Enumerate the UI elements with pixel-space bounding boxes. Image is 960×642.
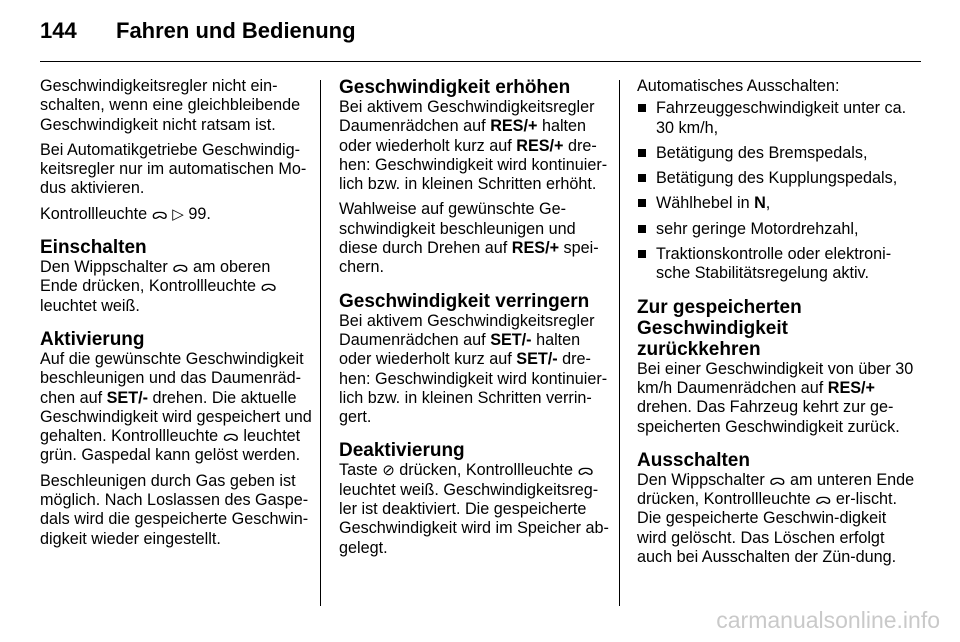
text: Taste	[339, 461, 378, 480]
cruise-control-lamp-icon: ᯅ	[577, 462, 594, 480]
page-number: 144	[40, 18, 77, 43]
bullet-icon	[638, 199, 646, 207]
page-header	[40, 18, 920, 50]
list-item	[637, 220, 915, 239]
paragraph: Automatisches Ausschalten:	[637, 77, 840, 95]
control-label: SET/-	[516, 350, 558, 369]
paragraph	[339, 98, 611, 194]
text: drücken, Kontrollleuchte	[399, 461, 573, 480]
list-item	[637, 99, 915, 138]
list-item	[637, 144, 915, 163]
text: leuchtet weiß.	[40, 296, 140, 315]
text: Betätigung des Kupplungspedals,	[656, 169, 898, 188]
cruise-control-lamp-icon: ᯅ	[172, 259, 189, 277]
text: Den Wippschalter	[637, 470, 765, 489]
paragraph: Beschleunigen durch Gas geben ist möglich. Nach Loslassen des Gaspe-dals wird die gespeicherte Geschwin-digkeit wieder eingestellt.	[40, 471, 309, 548]
text: Betätigung des Bremspedals,	[656, 143, 868, 162]
text: leuchtet grün. Gaspedal kann gelöst werden.	[40, 427, 301, 465]
paragraph	[40, 350, 312, 466]
section-heading: Geschwindigkeit verringern	[339, 290, 590, 312]
cruise-control-lamp-icon: ᯅ	[260, 278, 277, 296]
text: Wahlweise auf gewünschte Ge-schwindigkeit beschleunigen und diese durch Drehen auf	[339, 200, 576, 258]
text: Den Wippschalter	[40, 258, 168, 277]
reference-arrow-icon: ▷	[172, 205, 184, 223]
text: Bei aktivem Geschwindigkeitsregler Daumenrädchen auf	[339, 311, 595, 349]
list-item	[637, 245, 915, 284]
bullet-icon	[638, 104, 646, 112]
paragraph	[339, 461, 611, 557]
control-label: RES/+	[490, 117, 538, 136]
watermark: carmanualsonline.info	[716, 607, 940, 633]
text: dre-hen: Geschwindigkeit wird kontinuier-lich bzw. in kleinen Schritten erhöht.	[339, 136, 608, 194]
cruise-control-lamp-icon: ᯅ	[151, 205, 168, 223]
section-heading: Aktivierung	[40, 328, 145, 350]
bullet-icon	[638, 174, 646, 182]
column-divider	[320, 80, 321, 606]
text: sehr geringe Motordrehzahl,	[656, 219, 859, 238]
control-label: RES/+	[511, 239, 560, 258]
column-1	[40, 77, 312, 555]
heading-line: Zur gespeicherten	[637, 296, 802, 318]
paragraph	[637, 471, 915, 567]
paragraph	[339, 312, 611, 428]
control-label: RES/+	[516, 136, 564, 155]
paragraph	[637, 360, 915, 437]
section-heading: Geschwindigkeit erhöhen	[339, 77, 571, 98]
text: Auf die gewünschte Geschwindigkeit beschleunigen und das Daumenräd-chen auf	[40, 349, 304, 407]
text: spei-chern.	[339, 239, 599, 277]
section-heading: Einschalten	[40, 237, 147, 259]
bullet-list	[637, 99, 915, 283]
text: Wählhebel in	[656, 194, 750, 213]
heading-line: Geschwindigkeit zurückkehren	[637, 317, 788, 360]
paragraph	[339, 200, 611, 277]
text: halten oder wiederholt kurz auf	[339, 330, 581, 369]
text: Traktionskontrolle oder elektroni-sche Stabilitätsregelung aktiv.	[656, 245, 892, 283]
text: halten oder wiederholt kurz auf	[339, 117, 587, 155]
text: dre-hen: Geschwindigkeit wird kontinuier-lich bzw. in kleinen Schritten verrin-gert.	[339, 350, 608, 427]
paragraph	[40, 258, 312, 316]
page-title: Fahren und Bedienung	[116, 18, 356, 43]
section-heading: Ausschalten	[637, 449, 750, 471]
paragraph: Bei Automatikgetriebe Geschwindig-keitsregler nur im automatischen Mo-dus aktivieren.	[40, 140, 307, 198]
paragraph	[40, 205, 312, 224]
text: leuchtet weiß. Geschwindigkeitsreg-ler ist deaktiviert. Die gespeicherte Geschwindigkeit wird im Speicher ab-gelegt.	[339, 480, 609, 557]
page-reference[interactable]: 99.	[188, 204, 211, 223]
text: Bei aktivem Geschwindigkeitsregler Daumenrädchen auf	[339, 98, 595, 136]
text: am oberen Ende drücken, Kontrollleuchte	[40, 258, 271, 296]
paragraph: Geschwindigkeitsregler nicht ein-schalten, wenn eine gleichbleibende Geschwindigkeit nicht ratsam ist.	[40, 77, 301, 134]
text: Bei einer Geschwindigkeit von über 30 km/h Daumenrädchen auf	[637, 359, 914, 397]
cruise-control-lamp-icon: ᯅ	[815, 491, 832, 509]
bullet-icon	[638, 149, 646, 157]
text: Fahrzeuggeschwindigkeit unter ca. 30 km/h,	[656, 99, 907, 137]
text: er-lischt. Die gespeicherte Geschwin-digkeit wird gelöscht. Das Löschen erfolgt auch bei Ausschalten der Zün-dung.	[637, 490, 898, 567]
text: drehen. Die aktuelle Geschwindigkeit wird gespeichert und gehalten. Kontrollleuchte	[40, 388, 312, 446]
column-divider	[619, 80, 620, 606]
section-heading: Deaktivierung	[339, 440, 465, 462]
section-heading	[637, 297, 915, 360]
control-label: N	[754, 194, 766, 213]
header-rule	[40, 61, 921, 62]
list-item	[637, 194, 915, 213]
text: Kontrollleuchte	[40, 204, 148, 223]
control-label: SET/-	[490, 330, 532, 349]
control-label: RES/+	[827, 378, 876, 397]
bullet-icon	[638, 225, 646, 233]
cruise-control-lamp-icon: ᯅ	[222, 428, 239, 446]
column-2	[339, 77, 611, 564]
control-label: SET/-	[106, 388, 148, 407]
text: am unteren Ende drücken, Kontrollleuchte	[637, 470, 915, 509]
column-3	[637, 77, 915, 573]
cruise-control-lamp-icon: ᯅ	[769, 471, 786, 489]
cancel-symbol-icon: ⊘	[382, 462, 395, 480]
text: drehen. Das Fahrzeug kehrt zur ge-speicherten Geschwindigkeit zurück.	[637, 398, 900, 436]
text: ,	[765, 194, 771, 213]
bullet-icon	[638, 250, 646, 258]
list-item	[637, 169, 915, 188]
